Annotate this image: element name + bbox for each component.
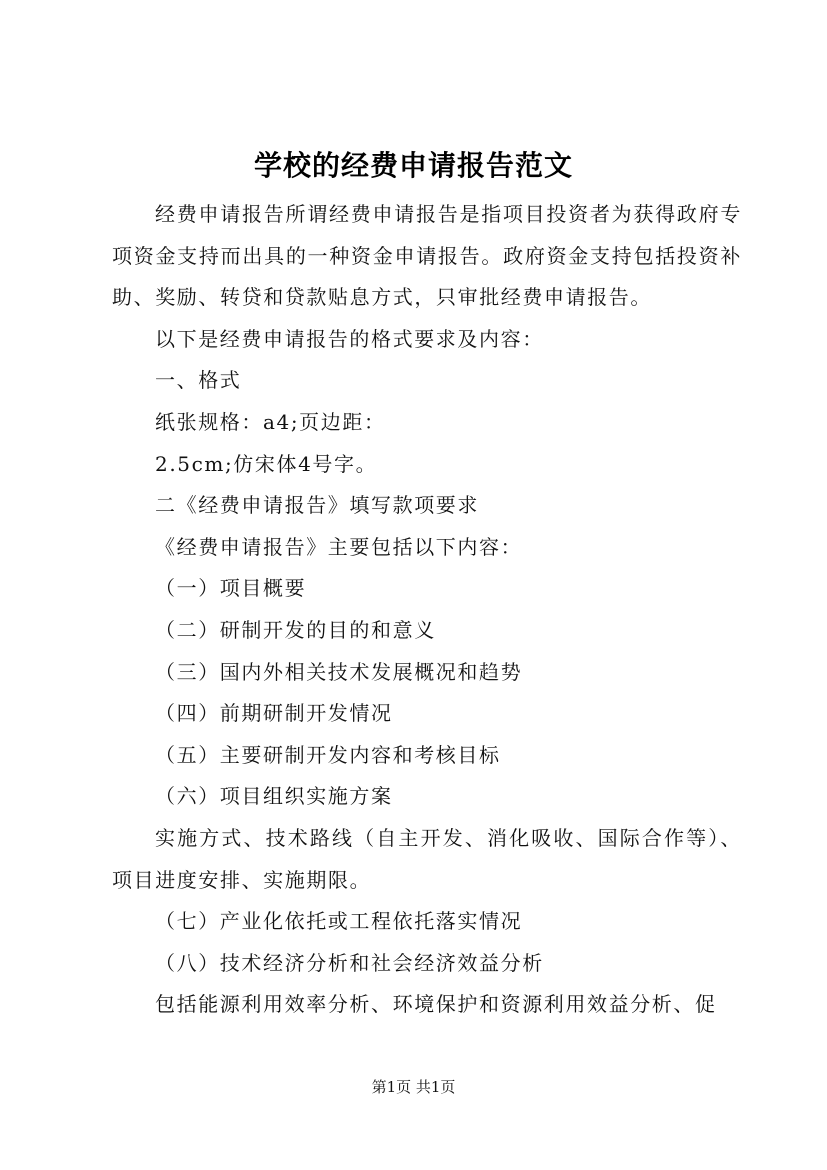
document-body — [112, 194, 742, 1026]
paragraph-margin-font: 2.5cm;仿宋体4号字。 — [155, 451, 378, 476]
list-item: （八）技术经济分析和社会经济效益分析 — [155, 950, 544, 975]
section-heading-requirements: 二《经费申请报告》填写款项要求 — [155, 493, 479, 518]
section-heading-format: 一、格式 — [155, 368, 242, 393]
paragraph-intro: 经费申请报告所谓经费申请报告是指项目投资者为获得政府专项资金支持而出具的一种资金申请报告。政府资金支持包括投资补助、奖励、转贷和贷款贴息方式，只审批经费申请报告。 — [112, 202, 742, 310]
paragraph-implementation-detail: 实施方式、技术路线（自主开发、消化吸收、国际合作等）、项目进度安排、实施期限。 — [112, 825, 742, 892]
list-item: （六）项目组织实施方案 — [155, 784, 393, 809]
list-item: （三）国内外相关技术发展概况和趋势 — [155, 659, 523, 684]
list-item: （五）主要研制开发内容和考核目标 — [155, 742, 501, 767]
document-title: 学校的经费申请报告范文 — [253, 149, 573, 182]
list-item: （四）前期研制开发情况 — [155, 701, 393, 726]
paragraph-paper-spec: 纸张规格：a4;页边距： — [155, 409, 386, 434]
paragraph-analysis-detail: 包括能源利用效率分析、环境保护和资源利用效益分析、促 — [155, 992, 717, 1017]
page-footer: 第1页 共1页 — [371, 1078, 456, 1096]
paragraph-format-intro: 以下是经费申请报告的格式要求及内容： — [155, 326, 544, 351]
list-item: （一）项目概要 — [155, 576, 307, 601]
paragraph-contents-intro: 《经费申请报告》主要包括以下内容： — [155, 534, 523, 559]
list-item: （二）研制开发的目的和意义 — [155, 617, 436, 642]
list-item: （七）产业化依托或工程依托落实情况 — [155, 909, 523, 934]
